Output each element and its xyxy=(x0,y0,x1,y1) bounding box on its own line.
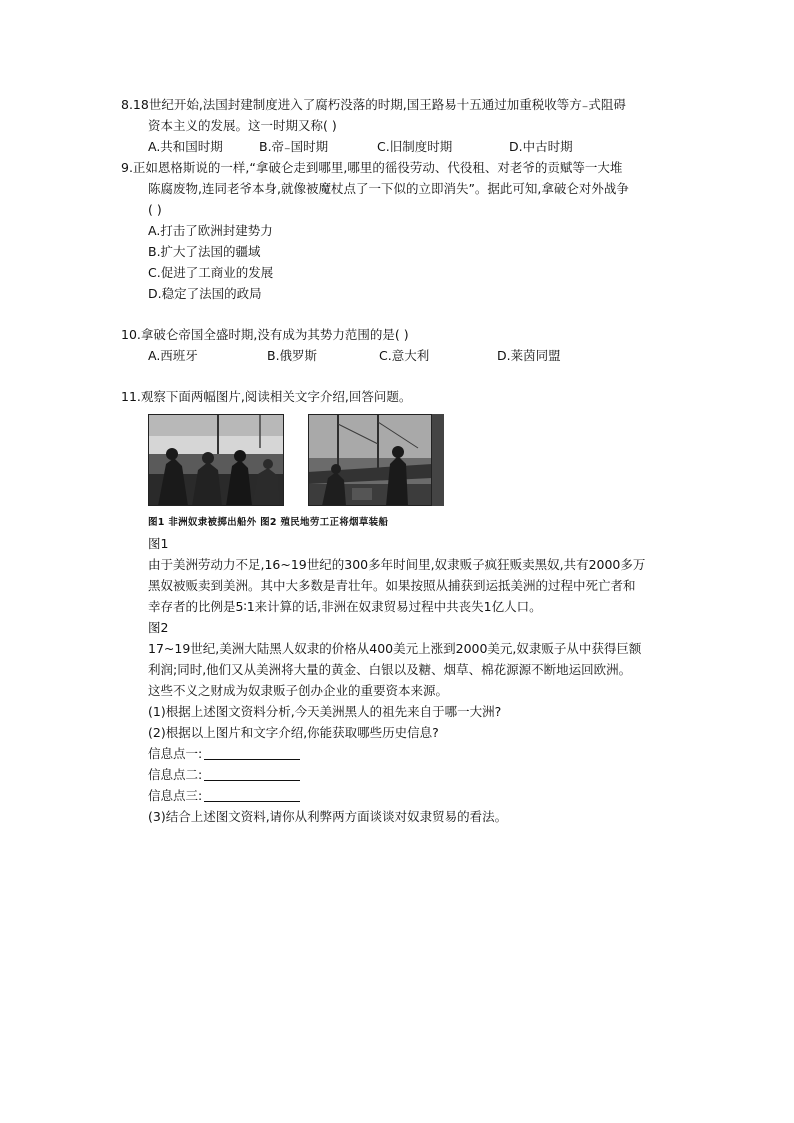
info-point-1-blank[interactable] xyxy=(204,745,300,760)
question-8-stem-line-2: 资本主义的发展。这一时期又称( ) xyxy=(148,118,337,133)
sub-question-1: (1)根据上述图文资料分析,今天美洲黑人的祖先来自于哪一大洲? xyxy=(148,704,502,719)
figure-1-text-line-1: 由于美洲劳动力不足,16~19世纪的300多年时间里,奴隶贩子疯狂贩卖黑奴,共有2000多万 xyxy=(148,557,646,572)
question-10 xyxy=(121,324,711,366)
question-9-stem-line-1: 9.正如恩格斯说的一样,“拿破仑走到哪里,哪里的徭役劳动、代役租、对老爷的贡赋等一大堆 xyxy=(121,160,623,175)
question-9-option-a[interactable]: A.打击了欧洲封建势力 xyxy=(148,223,273,238)
figure-1-text-line-3: 幸存者的比例是5∶1来计算的话,非洲在奴隶贸易过程中共丧失1亿人口。 xyxy=(148,599,542,614)
question-9-option-c[interactable]: C.促进了工商业的发展 xyxy=(148,265,274,280)
question-10-stem: 10.拿破仑帝国全盛时期,没有成为其势力范围的是( ) xyxy=(121,327,409,342)
figure-1-label: 图1 xyxy=(148,536,169,551)
question-11 xyxy=(121,386,711,407)
question-8-option-a[interactable]: A.共和国时期 xyxy=(148,139,223,154)
figure-caption: 图1 非洲奴隶被掷出船外 图2 殖民地劳工正将烟草装船 xyxy=(148,517,389,528)
question-8-stem-line-1: 8.18世纪开始,法国封建制度进入了腐朽没落的时期,国王路易十五通过加重税收等方₋式阻碍 xyxy=(121,97,626,112)
question-10-option-b[interactable]: B.俄罗斯 xyxy=(267,348,318,363)
question-11-stem: 11.观察下面两幅图片,阅读相关文字介绍,回答问题。 xyxy=(121,389,412,404)
figure-2-text-line-1: 17~19世纪,美洲大陆黑人奴隶的价格从400美元上涨到2000美元,奴隶贩子从中获得巨额 xyxy=(148,641,642,656)
figure-2-text-line-3: 这些不义之财成为奴隶贩子创办企业的重要资本来源。 xyxy=(148,683,449,698)
figure-2-label: 图2 xyxy=(148,620,169,635)
question-8-option-c[interactable]: C.旧制度时期 xyxy=(377,139,453,154)
sub-question-3: (3)结合上述图文资料,请你从利弊两方面谈谈对奴隶贸易的看法。 xyxy=(148,809,508,824)
info-point-2 xyxy=(148,764,718,785)
question-8 xyxy=(121,94,711,157)
question-9 xyxy=(121,157,711,304)
info-point-1 xyxy=(148,743,718,764)
figure-2-image xyxy=(308,414,444,506)
question-9-option-d[interactable]: D.稳定了法国的政局 xyxy=(148,286,262,301)
question-10-option-c[interactable]: C.意大利 xyxy=(379,348,430,363)
question-11-figures xyxy=(148,414,448,526)
sub-question-2: (2)根据以上图片和文字介绍,你能获取哪些历史信息? xyxy=(148,725,439,740)
info-point-3-label: 信息点三: xyxy=(148,788,203,803)
question-9-option-b[interactable]: B.扩大了法国的疆域 xyxy=(148,244,261,259)
info-point-3-blank[interactable] xyxy=(204,787,300,802)
info-point-1-label: 信息点一: xyxy=(148,746,203,761)
info-point-3 xyxy=(148,785,718,806)
figure-1-image xyxy=(148,414,284,506)
question-10-options xyxy=(121,345,711,366)
question-9-stem-line-2: 陈腐废物,连同老爷本身,就像被魔杖点了一下似的立即消失”。据此可知,拿破仑对外战争 xyxy=(148,181,629,196)
question-8-option-b[interactable]: B.帝₋国时期 xyxy=(259,139,329,154)
info-point-2-label: 信息点二: xyxy=(148,767,203,782)
question-8-options xyxy=(121,136,711,157)
info-point-2-blank[interactable] xyxy=(204,766,300,781)
question-9-stem-line-3: ( ) xyxy=(148,202,162,217)
question-9-options xyxy=(121,220,711,304)
question-11-body xyxy=(148,533,718,827)
question-10-option-d[interactable]: D.莱茵同盟 xyxy=(497,348,561,363)
figure-1-text-line-2: 黑奴被贩卖到美洲。其中大多数是青壮年。如果按照从捕获到运抵美洲的过程中死亡者和 xyxy=(148,578,636,593)
question-8-option-d[interactable]: D.中古时期 xyxy=(509,139,573,154)
figure-2-text-line-2: 利润;同时,他们又从美洲将大量的黄金、白银以及糖、烟草、棉花源源不断地运回欧洲。 xyxy=(148,662,632,677)
question-10-option-a[interactable]: A.西班牙 xyxy=(148,348,198,363)
